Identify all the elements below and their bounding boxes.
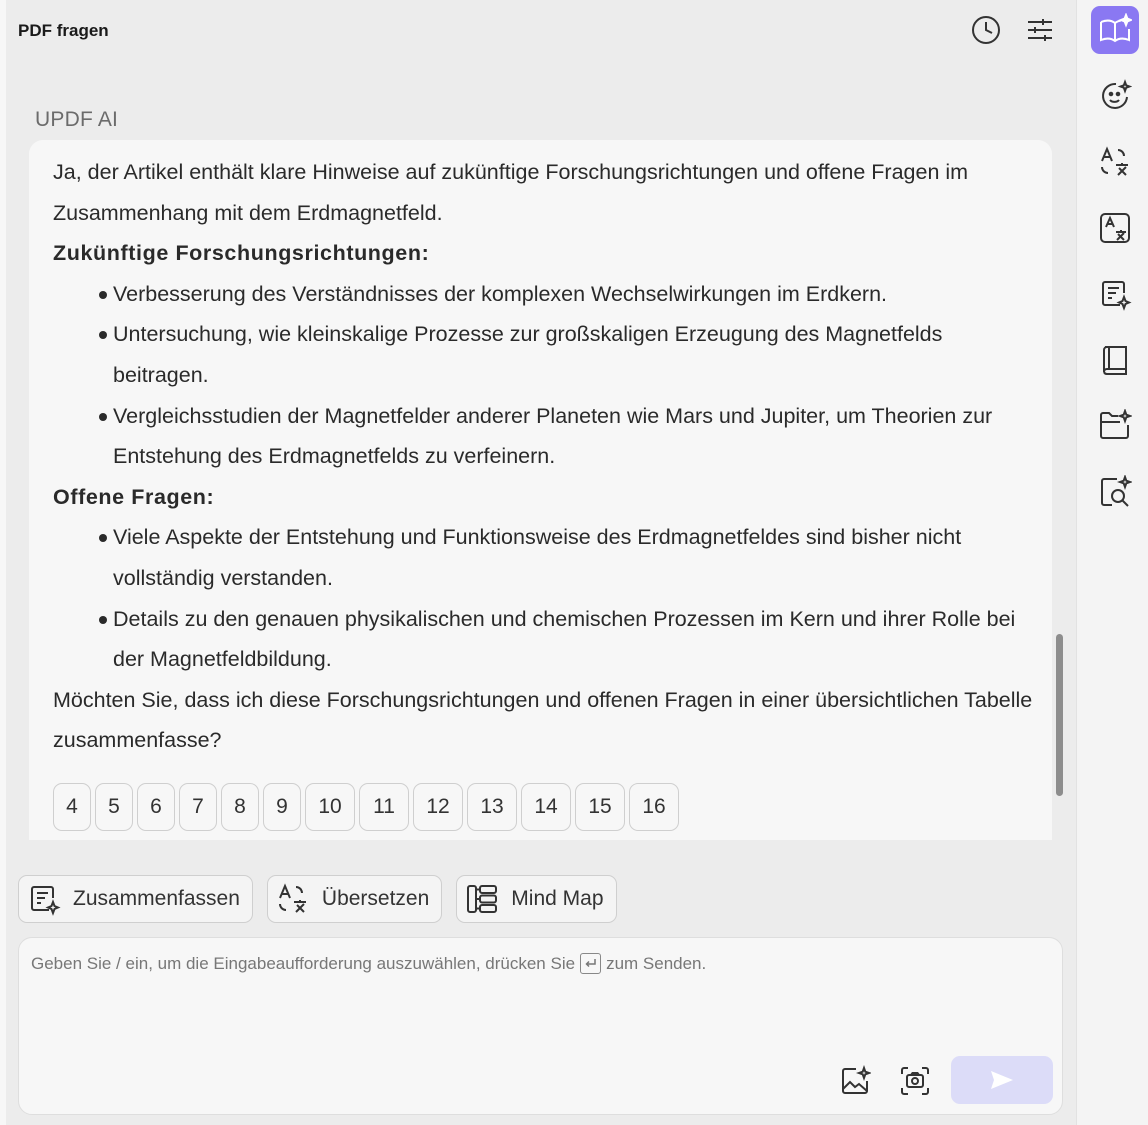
send-icon: [989, 1069, 1015, 1091]
search-ai-icon[interactable]: [1091, 468, 1139, 516]
ask-pdf-icon[interactable]: [1091, 6, 1139, 54]
page-ref-button[interactable]: 12: [413, 783, 463, 831]
list-item: Details zu den genauen physikalischen und chemischen Prozessen im Kern und ihrer Rolle bei der Magnetfeldbildung.: [97, 599, 1033, 680]
page-ref-button[interactable]: 14: [521, 783, 571, 831]
right-sidebar: [1076, 0, 1148, 1125]
page-ref-button[interactable]: 4: [53, 783, 91, 831]
list-item: Vergleichsstudien der Magnetfelder anderer Planeten wie Mars und Jupiter, um Theorien zur Entstehung des Erdmagnetfelds zu verfeinern.: [97, 396, 1033, 477]
input-placeholder: [31, 953, 706, 974]
mindmap-button[interactable]: [456, 875, 616, 923]
book-icon[interactable]: [1091, 336, 1139, 384]
translate-label: Übersetzen: [321, 887, 430, 910]
placeholder-text-end: zum Senden.: [606, 953, 707, 973]
mindmap-label: Mind Map: [511, 887, 604, 910]
translate-button[interactable]: [267, 875, 442, 923]
research-list: [53, 274, 1033, 477]
message-intro: Ja, der Artikel enthält klare Hinweise auf zukünftige Forschungsrichtungen und offene Fragen im Zusammenhang mit dem Erdmagnetfeld.: [53, 160, 969, 225]
summarize-button[interactable]: [18, 875, 253, 923]
page-references: [53, 783, 679, 831]
image-ai-icon[interactable]: [835, 1061, 875, 1101]
page-ref-button[interactable]: 5: [95, 783, 133, 831]
folder-ai-icon[interactable]: [1091, 402, 1139, 450]
section-heading-questions: Offene Fragen:: [53, 484, 215, 509]
page-ref-button[interactable]: 8: [221, 783, 259, 831]
translate-icon[interactable]: [1091, 138, 1139, 186]
clock-icon[interactable]: [968, 12, 1004, 48]
page-title: PDF fragen: [18, 21, 109, 40]
chat-scrollbar[interactable]: [1056, 634, 1063, 796]
page-ref-button[interactable]: 7: [179, 783, 217, 831]
summarize-icon: [27, 882, 61, 916]
list-item: Verbesserung des Verständnisses der komplexen Wechselwirkungen im Erdkern.: [97, 274, 1033, 315]
page-ref-button[interactable]: 13: [467, 783, 517, 831]
prompt-input[interactable]: [18, 937, 1063, 1115]
translate-icon: [276, 882, 310, 916]
assistant-message: [29, 140, 1052, 840]
summarize-label: Zusammenfassen: [73, 887, 240, 910]
list-item: Viele Aspekte der Entstehung und Funktionsweise des Erdmagnetfeldes sind bisher nicht vollständig verstanden.: [97, 517, 1033, 598]
sliders-icon[interactable]: [1022, 12, 1058, 48]
mindmap-icon: [465, 882, 499, 916]
chat-ai-icon[interactable]: [1091, 72, 1139, 120]
page-ref-button[interactable]: 15: [575, 783, 625, 831]
page-ref-button[interactable]: 11: [359, 783, 409, 831]
message-closing: Möchten Sie, dass ich diese Forschungsrichtungen und offenen Fragen in einer übersichtlichen Tabelle zusammenfasse?: [53, 687, 1033, 753]
message-body: [53, 152, 1033, 761]
send-button[interactable]: [951, 1056, 1053, 1104]
questions-list: [53, 517, 1033, 679]
quick-actions: [18, 875, 617, 923]
assistant-label: UPDF AI: [35, 108, 119, 131]
page-ref-button[interactable]: 16: [629, 783, 679, 831]
enter-key-icon: [580, 953, 601, 974]
translate-document-icon[interactable]: [1091, 204, 1139, 252]
list-item: Untersuchung, wie kleinskalige Prozesse zur großskaligen Erzeugung des Magnetfelds beitragen.: [97, 314, 1033, 395]
header: [0, 0, 1076, 64]
summarize-icon[interactable]: [1091, 270, 1139, 318]
page-ref-button[interactable]: 10: [305, 783, 355, 831]
camera-icon[interactable]: [895, 1061, 935, 1101]
section-heading-research: Zukünftige Forschungsrichtungen:: [53, 241, 430, 266]
page-ref-button[interactable]: 9: [263, 783, 301, 831]
page-ref-button[interactable]: 6: [137, 783, 175, 831]
placeholder-text: Geben Sie / ein, um die Eingabeaufforderung auszuwählen, drücken Sie: [31, 953, 576, 973]
document-edge: [0, 0, 6, 1125]
